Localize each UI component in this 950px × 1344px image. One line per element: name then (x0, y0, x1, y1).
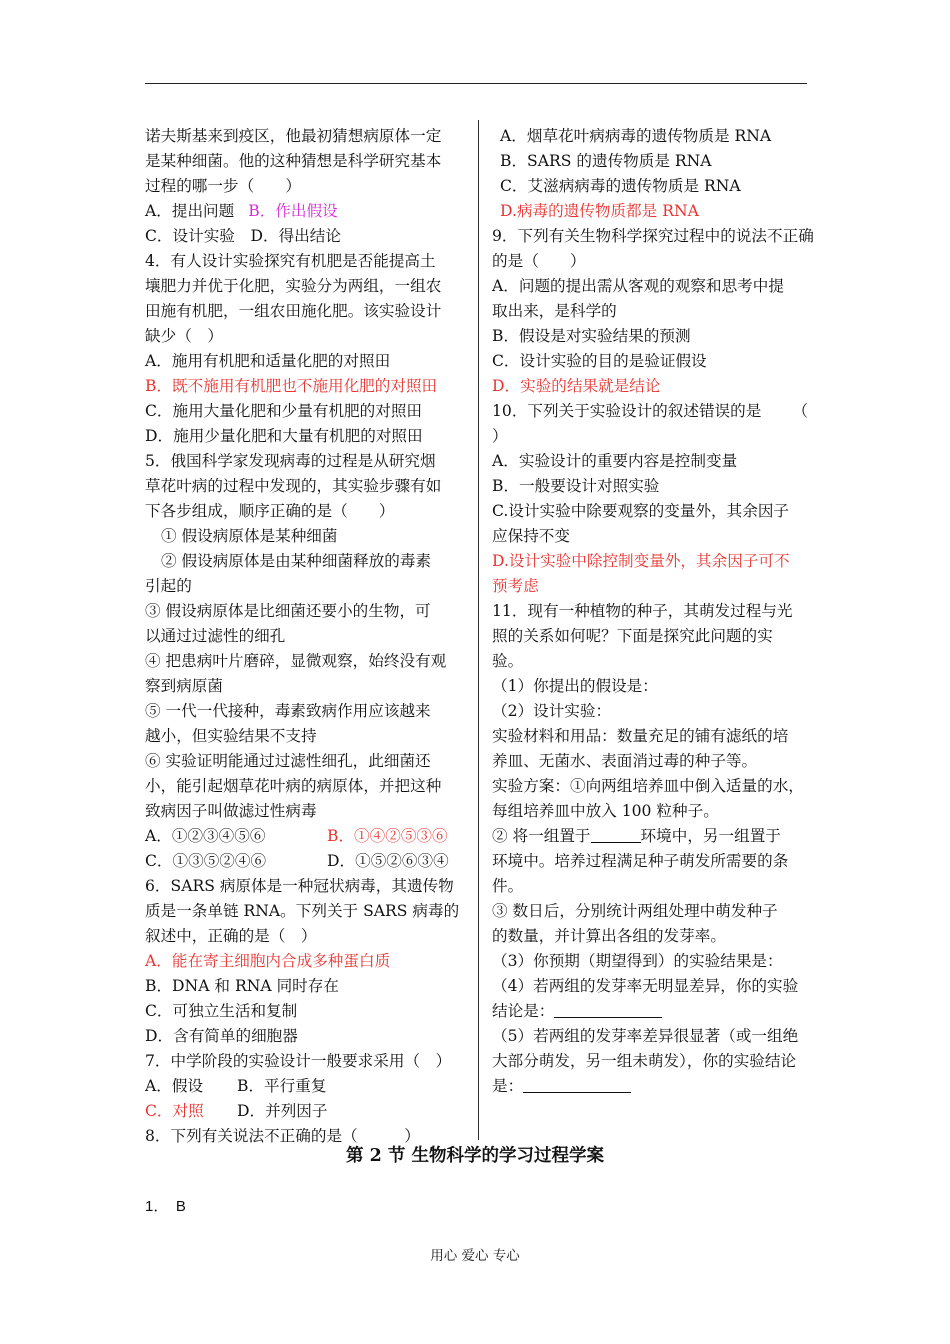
text-line: 诺夫斯基来到疫区，他最初猜想病原体一定 (145, 127, 442, 145)
text-line (492, 1074, 810, 1099)
section-title: 第 2 节 生物科学的学习过程学案 (346, 1146, 604, 1166)
text-line: 的是（ ） (492, 252, 586, 270)
answer-option-c: C．对照 (145, 1102, 204, 1120)
text-line: 缺少（ ） (145, 327, 223, 345)
option-a: A．①②③④⑤⑥ (145, 827, 266, 845)
text-line: （1）你提出的假设是： (492, 677, 658, 695)
answer-option-b: B．作出假设 (248, 202, 338, 220)
text-line: ② 假设病原体是由某种细菌释放的毒素 (161, 552, 432, 570)
text-line: 致病因子叫做滤过性病毒 (145, 802, 317, 820)
option-line: B．SARS 的遗传物质是 RNA (500, 152, 712, 170)
text-line: 件。 (492, 877, 524, 895)
answer-option: 预考虑 (492, 577, 539, 595)
text-line: 察到病原菌 (145, 677, 223, 695)
text-line: 以通过过滤性的细孔 (145, 627, 286, 645)
option-line: D．施用少量化肥和大量有机肥的对照田 (145, 427, 423, 445)
text-line: 6．SARS 病原体是一种冠状病毒，其遗传物 (145, 877, 454, 895)
option-d: D．并列因子 (237, 1102, 328, 1120)
text-line: （4）若两组的发芽率无明显差异，你的实验 (492, 977, 799, 995)
text-line: 7．中学阶段的实验设计一般要求采用（ ） (145, 1052, 452, 1070)
text-line: 下各步组成，顺序正确的是（ ） (145, 502, 395, 520)
text-line: ④ 把患病叶片磨碎，显微观察，始终没有观 (145, 652, 447, 670)
option-a: A．提出问题 (145, 202, 235, 220)
text-line: 5．俄国科学家发现病毒的过程是从研究烟 (145, 452, 436, 470)
option-line: B．一般要设计对照实验 (492, 477, 660, 495)
option-line (145, 199, 463, 224)
text-line: 壤肥力并优于化肥，实验分为两组，一组农 (145, 277, 442, 295)
text-line: 照的关系如何呢？下面是探究此问题的实 (492, 627, 773, 645)
text-line: 每组培养皿中放入 100 粒种子。 (492, 802, 719, 820)
question-text: 10．下列关于实验设计的叙述错误的是 (492, 402, 762, 420)
text-line: 8．下列有关说法不正确的是（ ） (145, 1127, 421, 1145)
fill-blank (523, 1075, 631, 1093)
option-line: C．艾滋病病毒的遗传物质是 RNA (500, 177, 741, 195)
header-rule (145, 83, 807, 84)
answer-option: D.病毒的遗传物质都是 RNA (500, 202, 699, 220)
text-line: ③ 假设病原体是比细菌还要小的生物，可 (145, 602, 431, 620)
option-a: A．假设 (145, 1077, 204, 1095)
page-footer: 用心 爱心 专心 (430, 1248, 520, 1264)
bracket-open: （ (792, 402, 808, 420)
text-line: （3）你预期（期望得到）的实验结果是： (492, 952, 783, 970)
option-line: C．设计实验的目的是验证假设 (492, 352, 707, 370)
text-line: ③ 数日后，分别统计两组处理中萌发种子 (492, 902, 778, 920)
text-line: 9．下列有关生物科学探究过程中的说法不正确 (492, 227, 814, 245)
text-line: 取出来，是科学的 (492, 302, 617, 320)
text-line: ⑥ 实验证明能通过过滤性细孔，此细菌还 (145, 752, 431, 770)
fill-blank (591, 825, 641, 843)
text-line: 的数量，并计算出各组的发芽率。 (492, 927, 726, 945)
option-line: A．问题的提出需从客观的观察和思考中提 (492, 277, 784, 295)
text-line: ⑤ 一代一代接种，毒素致病作用应该越来 (145, 702, 431, 720)
option-line: C.设计实验中除要观察的变量外，其余因子 (492, 502, 790, 520)
text-line: 实验材料和用品：数量充足的铺有滤纸的培 (492, 727, 789, 745)
text-line: 叙述中，正确的是（ ） (145, 927, 317, 945)
option-b: B．平行重复 (237, 1077, 327, 1095)
answer-option: A．能在寄主细胞内合成多种蛋白质 (145, 952, 391, 970)
text-line: 草花叶病的过程中发现的，其实验步骤有如 (145, 477, 442, 495)
text-line (492, 824, 810, 849)
column-divider (478, 120, 479, 1140)
text-line: 田施有机肥，一组农田施化肥。该实验设计 (145, 302, 442, 320)
option-line (145, 1074, 463, 1099)
text-line: ① 假设病原体是某种细菌 (161, 527, 338, 545)
text-line: 4．有人设计实验探究有机肥是否能提高土 (145, 252, 436, 270)
text-line: （5）若两组的发芽率差异很显著（或一组绝 (492, 1027, 799, 1045)
text-line: 质是一条单链 RNA。下列关于 SARS 病毒的 (145, 902, 460, 920)
text-line: 过程的哪一步（ ） (145, 177, 301, 195)
option-line (145, 1099, 463, 1124)
text-line (492, 399, 810, 424)
fill-blank (554, 1000, 662, 1018)
option-line (145, 849, 463, 874)
answer-option: B．既不施用有机肥也不施用化肥的对照田 (145, 377, 438, 395)
bracket-close: ） (492, 427, 508, 445)
answer-option-b: B．①④②⑤③⑥ (327, 827, 448, 845)
step-two-text-cont: 环境中，另一组置于 (640, 827, 781, 845)
option-c: C．①③⑤②④⑥ (145, 852, 267, 870)
answer-line: 1． B (145, 1198, 186, 1215)
option-d: D．①⑤②⑥③④ (327, 852, 449, 870)
text-line: 验。 (492, 652, 524, 670)
text-line: 环境中。培养过程满足种子萌发所需要的条 (492, 852, 789, 870)
text-line: 11．现有一种植物的种子，其萌发过程与光 (492, 602, 793, 620)
option-line: A．实验设计的重要内容是控制变量 (492, 452, 738, 470)
answer-option: D.设计实验中除控制变量外，其余因子可不 (492, 552, 790, 570)
text-line: 是某种细菌。他的这种猜想是科学研究基本 (145, 152, 442, 170)
text-line: 应保持不变 (492, 527, 570, 545)
text-line: 越小，但实验结果不支持 (145, 727, 317, 745)
left-column (145, 124, 463, 1149)
option-line: C．施用大量化肥和少量有机肥的对照田 (145, 402, 423, 420)
conclusion-label: 是： (492, 1077, 524, 1095)
right-column (492, 124, 814, 1099)
text-line: （2）设计实验： (492, 702, 612, 720)
text-line: 小，能引起烟草花叶病的病原体，并把这种 (145, 777, 442, 795)
text-line (492, 999, 810, 1024)
text-line: 养皿、无菌水、表面消过毒的种子等。 (492, 752, 758, 770)
option-line: A．烟草花叶病病毒的遗传物质是 RNA (500, 127, 772, 145)
option-line (145, 824, 463, 849)
conclusion-label: 结论是： (492, 1002, 555, 1020)
option-line: B．DNA 和 RNA 同时存在 (145, 977, 339, 995)
option-line: B．假设是对实验结果的预测 (492, 327, 691, 345)
text-line: 大部分萌发，另一组未萌发），你的实验结论 (492, 1052, 797, 1070)
option-line: C．设计实验 D．得出结论 (145, 227, 341, 245)
answer-option: D．实验的结果就是结论 (492, 377, 661, 395)
option-line: C．可独立生活和复制 (145, 1002, 298, 1020)
option-line: A．施用有机肥和适量化肥的对照田 (145, 352, 391, 370)
text-line: 实验方案：①向两组培养皿中倒入适量的水， (492, 777, 804, 795)
option-line: D．含有简单的细胞器 (145, 1027, 298, 1045)
step-two-text: ② 将一组置于 (492, 827, 591, 845)
text-line: 引起的 (145, 577, 192, 595)
